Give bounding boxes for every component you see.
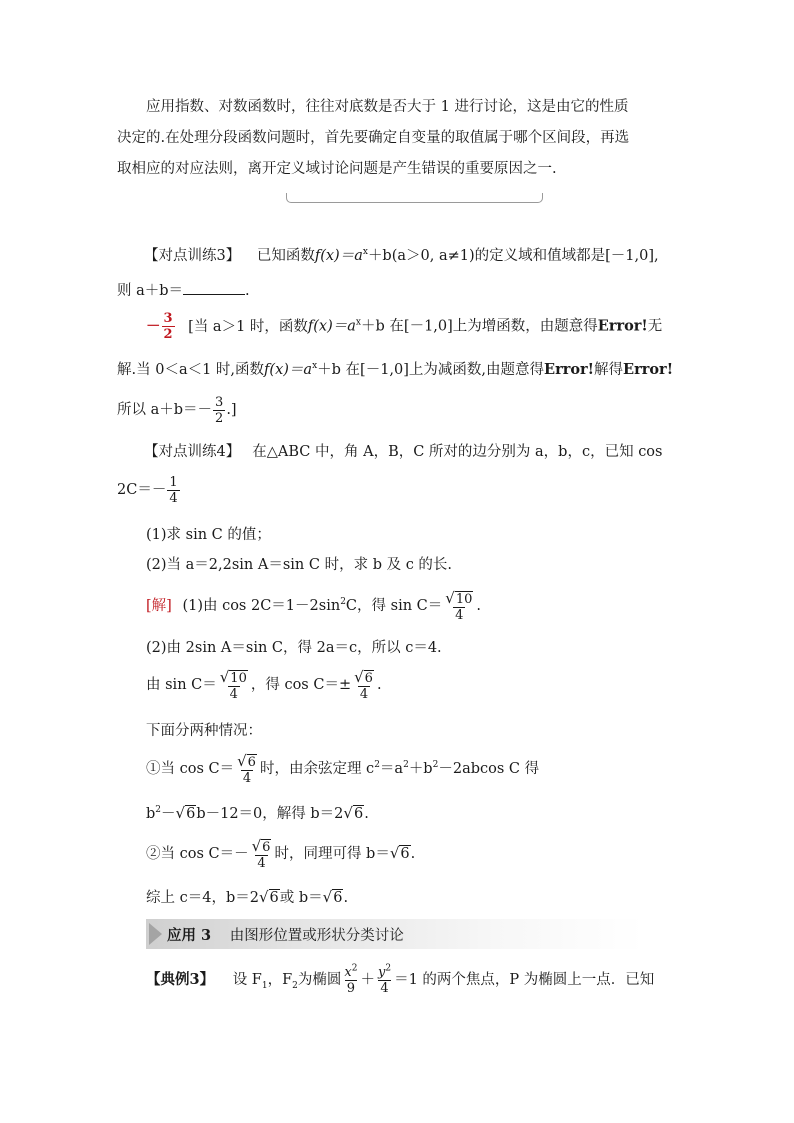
- exercise4-solution-line3: 由 sin C＝ $\frac{√10}{4}$ ，得 cos C＝± $\frac{√6}{4}$ .: [146, 667, 382, 702]
- exercise3-solution-line2: 解.当 0＜a＜1 时,函数$f(x)=a^x+b$ 在[－1,0]上为减函数,由题意得Error!解得Error!: [117, 361, 674, 378]
- exercise3-solution-line1: － $\frac{3}{2}$ [当 a＞1 时，函数$f(x)=a^x+b$ 在[－1,0]上为增函数，由题意得Error!无: [146, 311, 663, 342]
- intro-line-2: 决定的.在处理分段函数问题时，首先要确定自变量的取值属于哪个区间段，再选: [117, 130, 630, 146]
- exercise4-solution-line8: 综上 c＝4，b＝2√6或 b＝√6.: [146, 888, 349, 906]
- example3-line1: 【典例3】 设 $F_1$，$F_2$为椭圆 $\frac{x^2}{9}$ ＋ $\frac{y^2}{4}$ ＝1 的两个焦点，P 为椭圆上一点．已知: [146, 963, 655, 996]
- application-label: 应用 3: [167, 927, 212, 944]
- exercise3-question-line2: 则 a＋b＝ .: [117, 280, 250, 301]
- exercise4-solution-line6: $b^2-√6b-12=0$，解得 b＝2√6.: [146, 804, 369, 822]
- application-heading: [146, 919, 644, 949]
- exercise4-part2: (2)当 a＝2,2sin A＝sin C 时，求 b 及 c 的长.: [146, 557, 453, 573]
- triangle-icon: [149, 923, 162, 945]
- exercise4-solution-line5: ①当 cos C＝ $\frac{√6}{4}$ 时，由余弦定理 $c^2=a^2+b^2-2abcos$ C 得: [146, 751, 540, 786]
- error-text: Error!: [597, 317, 648, 335]
- exercise4-solution-line4: 下面分两种情况：: [146, 723, 262, 739]
- section-divider: [286, 193, 543, 203]
- intro-line-3: 取相应的对应法则，离开定义域讨论问题是产生错误的重要原因之一.: [117, 161, 557, 177]
- application-title: 由图形位置或形状分类讨论: [229, 928, 404, 944]
- exercise4-question-line1: 【对点训练4】 在△ABC 中，角 A，B，C 所对的边分别为 a，b，c，已知 cos: [144, 444, 663, 460]
- solution-tag: [解]: [146, 598, 172, 614]
- exercise4-part1: (1)求 sin C 的值；: [146, 527, 271, 543]
- exercise4-solution-line1: [解] (1)由 $\cos 2C=1-2\sin^2C$，得 sin C＝ $\frac{√10}{4}$ .: [146, 588, 481, 623]
- intro-line-1: 应用指数、对数函数时，往往对底数是否大于 1 进行讨论，这是由它的性质: [146, 99, 629, 115]
- exercise4-tag: 【对点训练4】: [144, 444, 241, 460]
- exercise3-tag: 【对点训练3】: [144, 248, 241, 264]
- example3-tag: 【典例3】: [146, 971, 215, 988]
- answer-blank[interactable]: [183, 280, 245, 295]
- exercise4-solution-line7: ②当 cos C＝－ $\frac{√6}{4}$ 时，同理可得 b＝√6.: [146, 836, 416, 871]
- exercise3-answer: － $\frac{3}{2}$: [146, 311, 173, 342]
- exercise4-solution-line2: (2)由 2sin A＝sin C，得 2a＝c，所以 c＝4.: [146, 640, 442, 656]
- exercise3-solution-line3: 所以 a＋b＝－ $\frac{3}{2}$ .]: [117, 394, 237, 426]
- exercise3-question-line1: 【对点训练3】 已知函数$f(x)=a^x+b(a>0$, a≠1)的定义域和值域都是[－1,0],: [144, 247, 659, 264]
- exercise4-question-line2: 2C＝－ $\frac{1}{4}$: [117, 474, 178, 506]
